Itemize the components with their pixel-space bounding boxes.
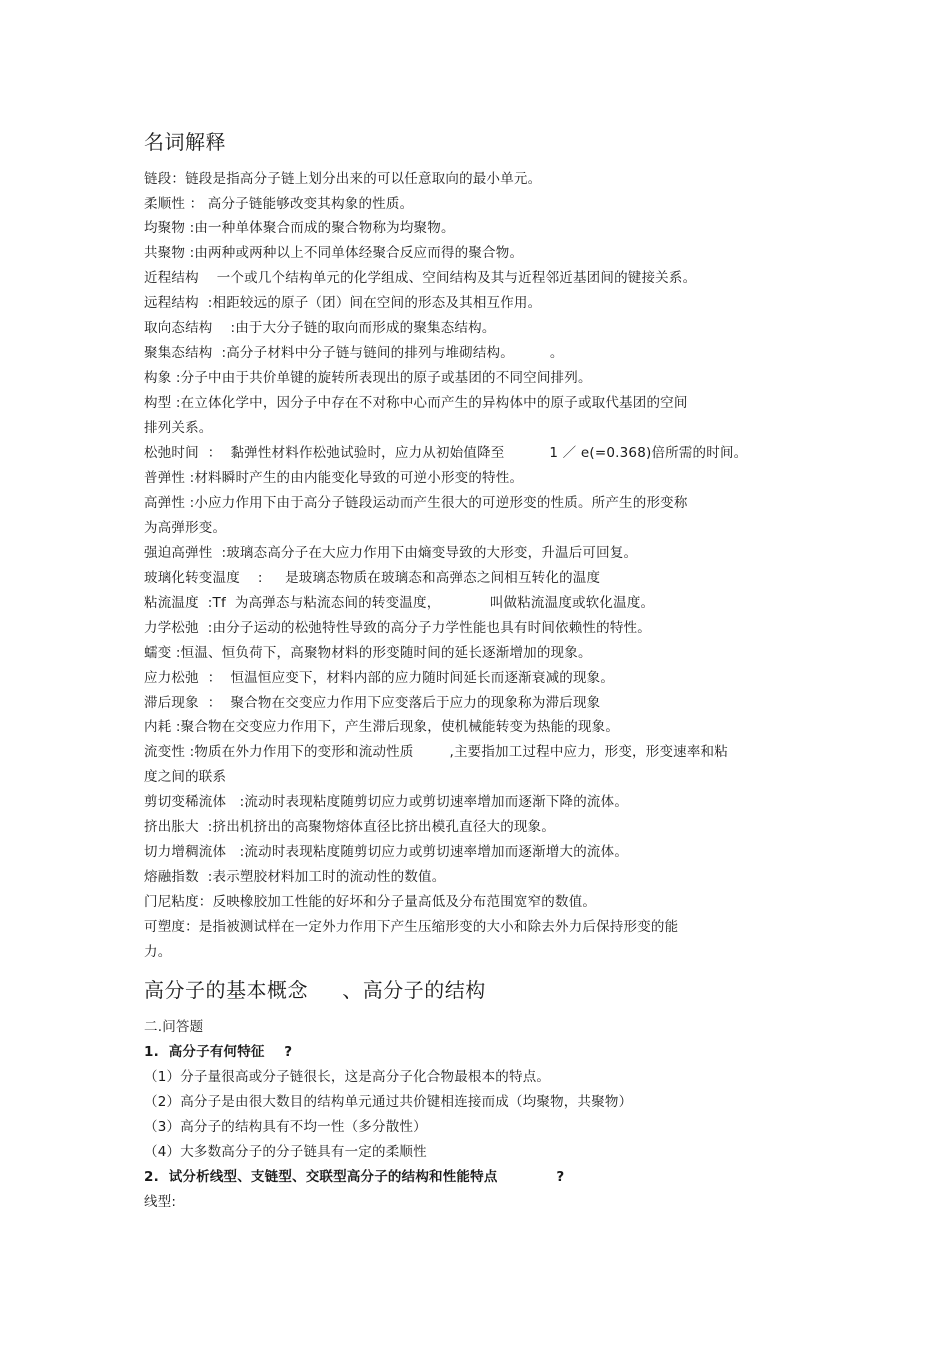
term-line: 熔融指数 :表示塑胶材料加工时的流动性的数值。: [144, 869, 446, 885]
term-line: 蠕变 :恒温、恒负荷下，高聚物材料的形变随时间的延长逐渐增加的现象。: [144, 645, 592, 661]
term-line: 剪切变稀流体 :流动时表现粘度随剪切应力或剪切速率增加而逐渐下降的流体。: [144, 794, 629, 810]
term-line: 共聚物 :由两种或两种以上不同单体经聚合反应而得的聚合物。: [144, 245, 524, 261]
term-line: 近程结构 一个或几个结构单元的化学组成、空间结构及其与近程邻近基团间的键接关系。: [144, 270, 697, 286]
term-line: 柔顺性 ： 高分子链能够改变其构象的性质。: [144, 196, 414, 212]
answer-line: （3）高分子的结构具有不均一性（多分散性）: [144, 1119, 427, 1135]
answer-line: （4）大多数高分子的分子链具有一定的柔顺性: [144, 1144, 427, 1160]
answer-line: （1）分子量很高或分子链很长，这是高分子化合物最根本的特点。: [144, 1069, 551, 1085]
term-line: 流变性 :物质在外力作用下的变形和流动性质 ,主要指加工过程中应力，形变，形变速率和粘: [144, 744, 728, 760]
term-line: 排列关系。: [144, 420, 213, 436]
question-2: 2. 试分析线型、支链型、交联型高分子的结构和性能特点 ?: [144, 1169, 565, 1185]
term-line: 远程结构 :相距较远的原子（团）间在空间的形态及其相互作用。: [144, 295, 542, 311]
term-line: 玻璃化转变温度 : 是玻璃态物质在玻璃态和高弹态之间相互转化的温度: [144, 570, 601, 586]
term-line: 聚集态结构 :高分子材料中分子链与链间的排列与堆砌结构。 。: [144, 345, 564, 361]
section-title-terms: 名词解释: [144, 130, 226, 154]
term-line: 链段：链段是指高分子链上划分出来的可以任意取向的最小单元。: [144, 171, 542, 187]
term-line: 切力增稠流体 :流动时表现粘度随剪切应力或剪切速率增加而逐渐增大的流体。: [144, 844, 629, 860]
answer-line: 线型:: [144, 1194, 177, 1210]
term-line: 滞后现象 ： 聚合物在交变应力作用下应变落后于应力的现象称为滞后现象: [144, 695, 601, 711]
term-line: 应力松弛 ： 恒温恒应变下，材料内部的应力随时间延长而逐渐衰减的现象。: [144, 670, 615, 686]
term-line: 内耗 :聚合物在交变应力作用下，产生滞后现象，使机械能转变为热能的现象。: [144, 719, 620, 735]
section-title-concepts: 高分子的基本概念 、高分子的结构: [144, 978, 486, 1002]
term-line: 为高弹形变。: [144, 520, 227, 536]
term-line: 粘流温度 :Tf 为高弹态与粘流态间的转变温度， 叫做粘流温度或软化温度。: [144, 595, 655, 611]
term-line: 度之间的联系: [144, 769, 227, 785]
term-line: 门尼粘度：反映橡胶加工性能的好坏和分子量高低及分布范围宽窄的数值。: [144, 894, 597, 910]
term-line: 挤出胀大 :挤出机挤出的高聚物熔体直径比挤出模孔直径大的现象。: [144, 819, 556, 835]
term-line: 取向态结构 :由于大分子链的取向而形成的聚集态结构。: [144, 320, 496, 336]
question-1: 1. 高分子有何特征 ?: [144, 1044, 293, 1060]
term-line: 普弹性 :材料瞬时产生的由内能变化导致的可逆小形变的特性。: [144, 470, 524, 486]
term-line: 力。: [144, 944, 172, 960]
answer-line: （2）高分子是由很大数目的结构单元通过共价键相连接而成（均聚物，共聚物）: [144, 1094, 633, 1110]
term-line: 均聚物 :由一种单体聚合而成的聚合物称为均聚物。: [144, 220, 455, 236]
term-line: 力学松弛 :由分子运动的松弛特性导致的高分子力学性能也具有时间依赖性的特性。: [144, 620, 651, 636]
term-line: 构型 :在立体化学中，因分子中存在不对称中心而产生的异构体中的原子或取代基团的空间: [144, 395, 688, 411]
term-line: 构象 :分子中由于共价单键的旋转所表现出的原子或基团的不同空间排列。: [144, 370, 592, 386]
term-line: 可塑度：是指被测试样在一定外力作用下产生压缩形变的大小和除去外力后保持形变的能: [144, 919, 679, 935]
term-line: 强迫高弹性 :玻璃态高分子在大应力作用下由熵变导致的大形变，升温后可回复。: [144, 545, 638, 561]
qa-subtitle: 二.问答题: [144, 1019, 204, 1035]
term-line: 高弹性 :小应力作用下由于高分子链段运动而产生很大的可逆形变的性质。所产生的形变称: [144, 495, 688, 511]
term-line: 松弛时间 ： 黏弹性材料作松弛试验时，应力从初始值降至 1 ／ e(=0.368)倍所需的时间。: [144, 445, 748, 461]
